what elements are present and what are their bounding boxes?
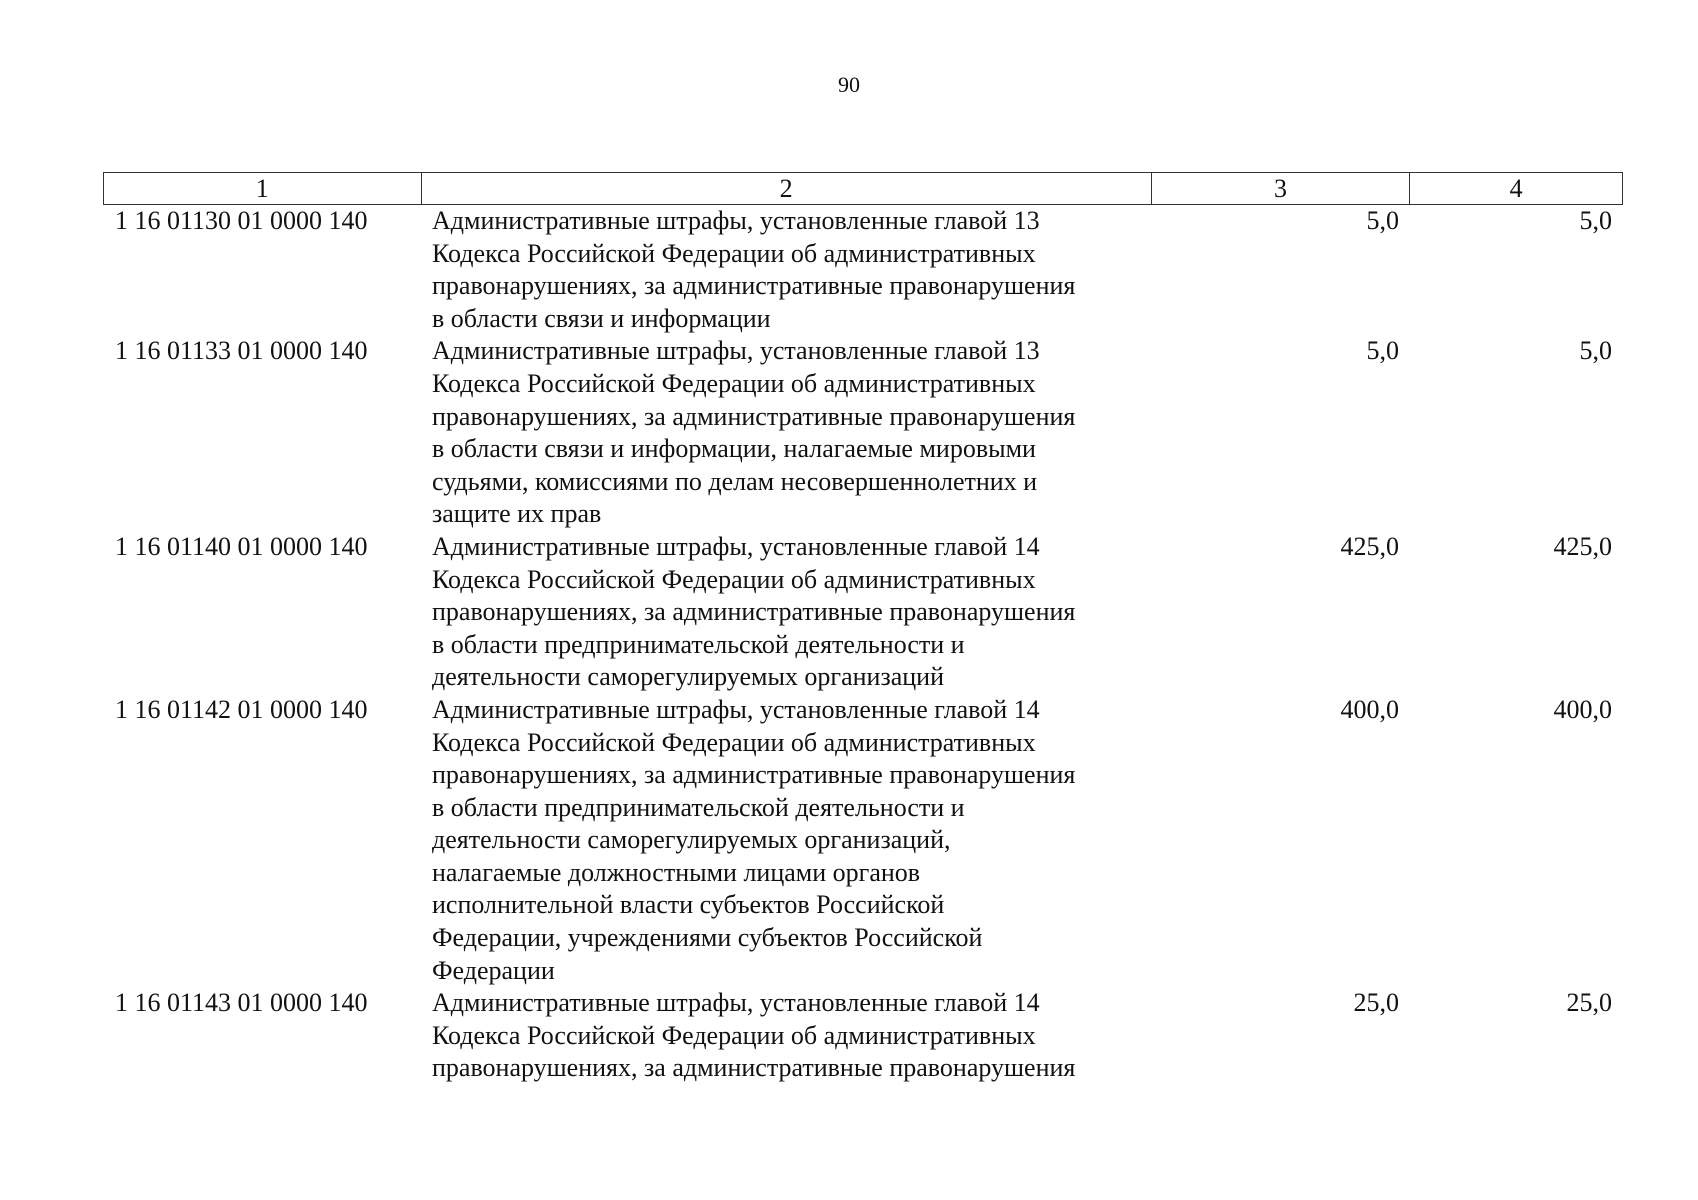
description-line: правонарушениях, за административные правонарушения bbox=[432, 1053, 1076, 1083]
budget-code: 1 16 01142 01 0000 140 bbox=[115, 694, 368, 724]
description-line: деятельности саморегулируемых организаций, bbox=[432, 825, 951, 855]
amount-col-3: 5,0 bbox=[1366, 206, 1399, 235]
income-description bbox=[420, 205, 1151, 335]
amount-col-3: 25,0 bbox=[1353, 988, 1399, 1018]
description-line: в области предпринимательской деятельности и bbox=[432, 792, 965, 822]
description-line: Федерации bbox=[432, 955, 555, 985]
table-row bbox=[103, 205, 1623, 335]
income-description bbox=[420, 694, 1151, 987]
amount-col-4: 25,0 bbox=[1566, 988, 1612, 1018]
header-col-2: 2 bbox=[421, 173, 1151, 204]
amount-col-4: 425,0 bbox=[1553, 531, 1612, 561]
amount-col-4: 5,0 bbox=[1579, 336, 1612, 366]
description-line: Кодекса Российской Федерации об административных bbox=[432, 564, 1036, 594]
description-line: в области связи и информации bbox=[432, 303, 771, 333]
table-row bbox=[103, 531, 1623, 694]
amount-col-4: 400,0 bbox=[1553, 694, 1612, 724]
description-line: Кодекса Российской Федерации об административных bbox=[432, 368, 1036, 398]
amount-col-3: 400,0 bbox=[1340, 694, 1399, 724]
budget-code: 1 16 01140 01 0000 140 bbox=[115, 531, 368, 561]
description-line: Федерации, учреждениями субъектов Российской bbox=[432, 923, 983, 953]
description-line: Административные штрафы, установленные главой 14 bbox=[432, 531, 1040, 561]
description-line: защите их прав bbox=[432, 499, 602, 529]
budget-table bbox=[103, 172, 1623, 1085]
description-line: правонарушениях, за административные правонарушения bbox=[432, 760, 1076, 790]
description-line: правонарушениях, за административные правонарушения bbox=[432, 271, 1076, 301]
amount-col-3: 5,0 bbox=[1366, 336, 1399, 366]
budget-code: 1 16 01130 01 0000 140 bbox=[115, 206, 368, 235]
description-line: Административные штрафы, установленные главой 13 bbox=[432, 336, 1040, 366]
income-description bbox=[420, 987, 1151, 1085]
header-col-1: 1 bbox=[255, 174, 269, 203]
budget-code: 1 16 01133 01 0000 140 bbox=[115, 336, 368, 366]
income-description bbox=[420, 335, 1151, 531]
description-line: Кодекса Российской Федерации об административных bbox=[432, 1020, 1036, 1050]
header-col-4: 4 bbox=[1409, 173, 1622, 204]
header-col-3: 3 bbox=[1151, 173, 1410, 204]
description-line: исполнительной власти субъектов Российской bbox=[432, 890, 945, 920]
table-header-row bbox=[103, 172, 1623, 205]
description-line: Административные штрафы, установленные главой 14 bbox=[432, 694, 1040, 724]
description-line: налагаемые должностными лицами органов bbox=[432, 857, 921, 887]
description-line: Административные штрафы, установленные главой 14 bbox=[432, 988, 1040, 1018]
description-line: деятельности саморегулируемых организаций bbox=[432, 662, 945, 692]
description-line: в области предпринимательской деятельности и bbox=[432, 629, 965, 659]
page-number: 90 bbox=[838, 72, 860, 97]
income-description bbox=[420, 531, 1151, 694]
amount-col-4: 5,0 bbox=[1579, 206, 1612, 235]
table-body bbox=[103, 205, 1623, 1085]
description-line: правонарушениях, за административные правонарушения bbox=[432, 597, 1076, 627]
description-line: судьями, комиссиями по делам несовершеннолетних и bbox=[432, 466, 1038, 496]
table-row bbox=[103, 335, 1623, 531]
description-line: Кодекса Российской Федерации об административных bbox=[432, 727, 1036, 757]
table-row bbox=[103, 987, 1623, 1085]
amount-col-3: 425,0 bbox=[1340, 531, 1399, 561]
description-line: в области связи и информации, налагаемые мировыми bbox=[432, 434, 1036, 464]
budget-code: 1 16 01143 01 0000 140 bbox=[115, 988, 368, 1018]
description-line: Административные штрафы, установленные главой 13 bbox=[432, 206, 1040, 235]
description-line: Кодекса Российской Федерации об административных bbox=[432, 238, 1036, 268]
table-row bbox=[103, 694, 1623, 987]
description-line: правонарушениях, за административные правонарушения bbox=[432, 401, 1076, 431]
